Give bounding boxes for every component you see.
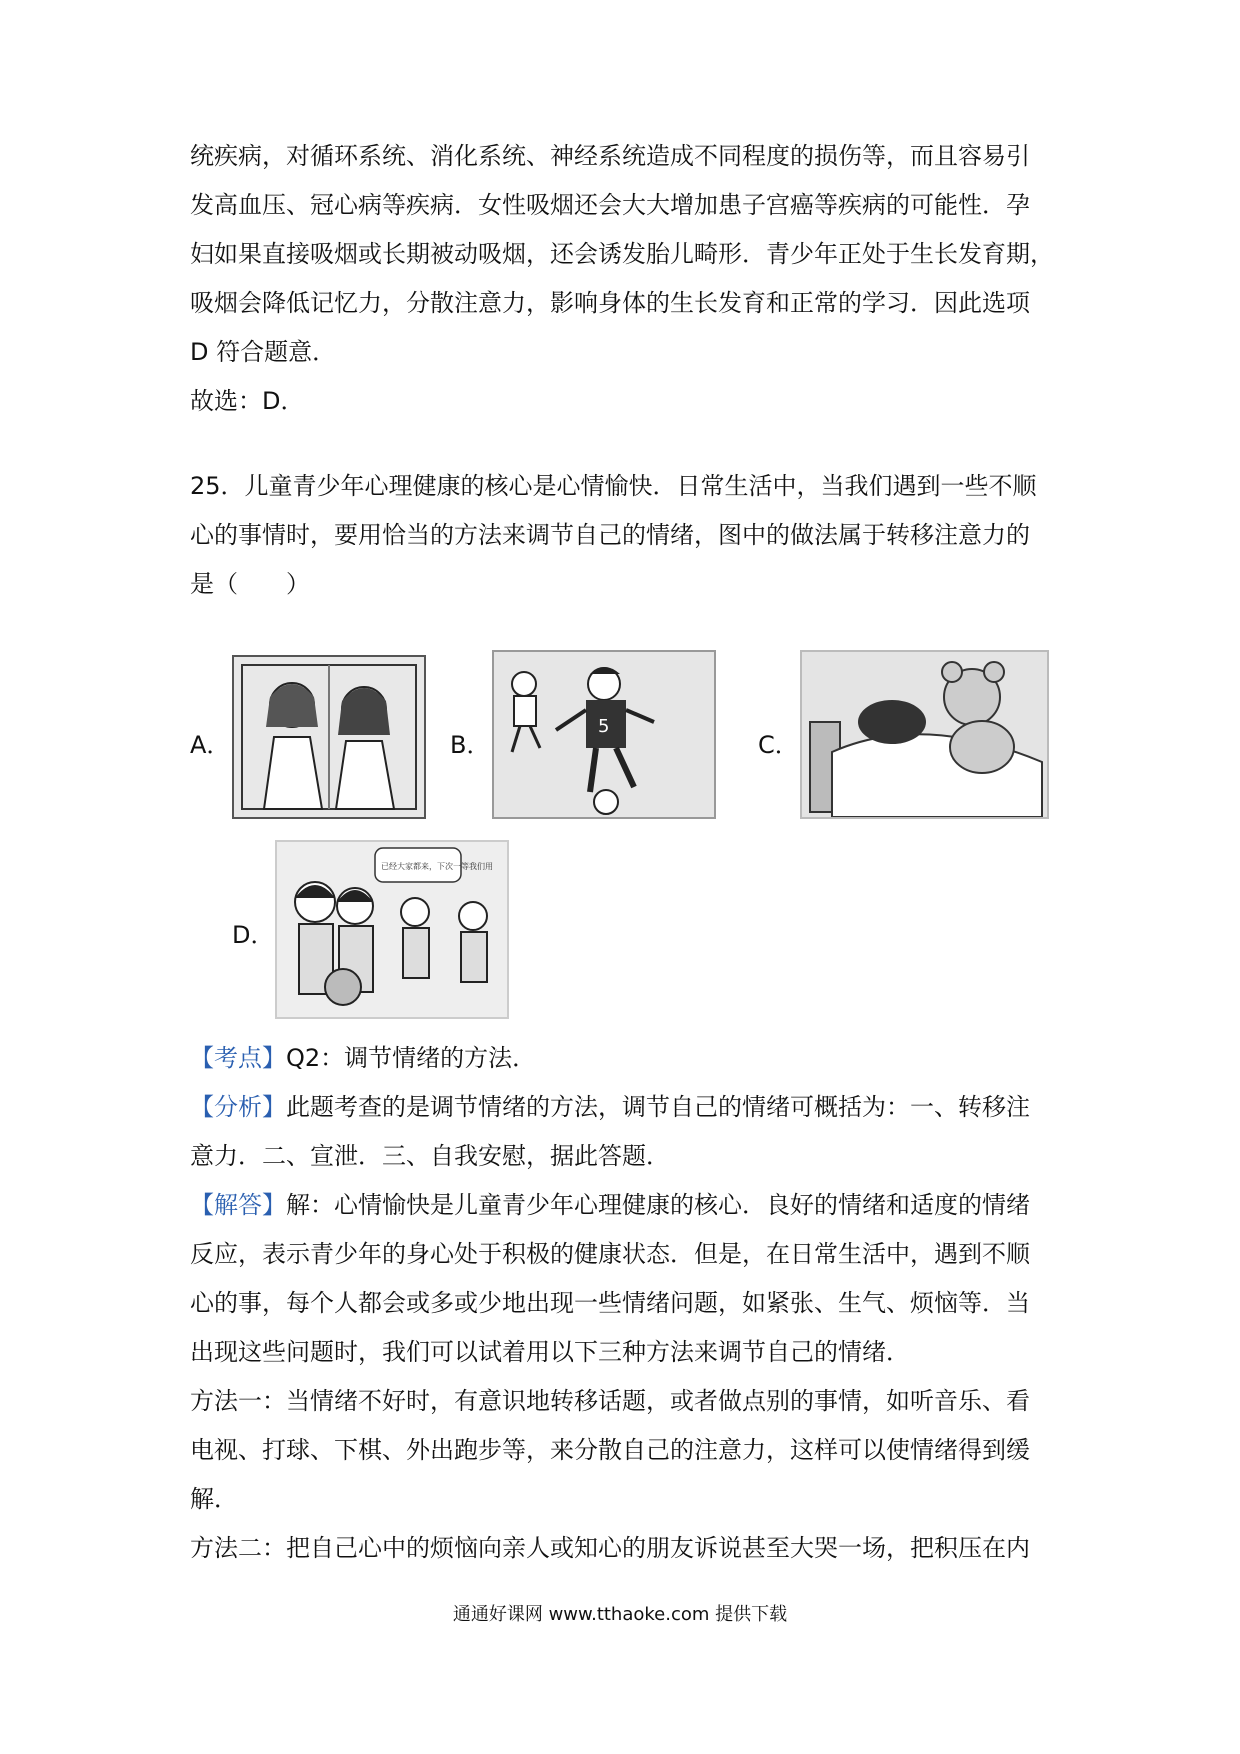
page-footer: 通通好课网 www.tthaoke.com 提供下载 [452, 1604, 788, 1625]
fenxi-line-1 [190, 1083, 1060, 1132]
boys-playing-soccer-icon [494, 652, 714, 817]
option-c-picture [800, 650, 1049, 819]
prev-answer-line-4: 吸烟会降低记忆力，分散注意力，影响身体的生长发育和正常的学习．因此选项 [190, 289, 1030, 317]
two-girls-talking-icon [234, 657, 424, 817]
option-d-label: D． [232, 921, 275, 949]
question-line-2: 心的事情时，要用恰当的方法来调节自己的情绪，图中的做法属于转移注意力的 [190, 521, 1030, 549]
prev-answer-line-3: 妇如果直接吸烟或长期被动吸烟，还会诱发胎儿畸形．青少年正处于生长发育期， [190, 240, 1054, 268]
svg-text:5: 5 [598, 716, 610, 737]
option-c-label: C． [758, 731, 799, 759]
girls-with-basketball-icon [277, 842, 507, 1017]
jieda-line-2: 反应，表示青少年的身心处于积极的健康状态．但是，在日常生活中，遇到不顺 [190, 1240, 1030, 1268]
option-b-picture [492, 650, 716, 819]
jieda-line-6: 电视、打球、下棋、外出跑步等，来分散自己的注意力，这样可以使情绪得到缓 [190, 1436, 1030, 1464]
prev-answer-line-5: D 符合题意． [190, 338, 337, 366]
option-b-label: B． [450, 731, 491, 759]
jieda-text-1: 解：心情愉快是儿童青少年心理健康的核心．良好的情绪和适度的情绪 [286, 1191, 1030, 1219]
fenxi-text-1: 此题考查的是调节情绪的方法，调节自己的情绪可概括为：一、转移注 [286, 1093, 1030, 1121]
kaodian-line [190, 1034, 1060, 1083]
prev-answer-line-2: 发高血压、冠心病等疾病．女性吸烟还会大大增加患子宫癌等疾病的可能性．孕 [190, 191, 1030, 219]
option-a-picture [232, 655, 426, 819]
jieda-line-7: 解． [190, 1485, 238, 1513]
question-line-1: 25．儿童青少年心理健康的核心是心情愉快．日常生活中，当我们遇到一些不顺 [190, 472, 1037, 500]
kaodian-text: Q2：调节情绪的方法． [286, 1044, 537, 1072]
question-line-3: 是（ ） [190, 570, 310, 598]
jieda-line-1 [190, 1181, 1060, 1230]
fenxi-tag: 【分析】 [190, 1093, 286, 1121]
jieda-line-3: 心的事，每个人都会或多或少地出现一些情绪问题，如紧张、生气、烦恼等．当 [190, 1289, 1030, 1317]
speech-bubble-text: 已经大家都来，下次一等我们用 [381, 862, 493, 871]
girl-sleeping-with-teddy-bear-icon [802, 652, 1047, 817]
prev-answer-line-1: 统疾病，对循环系统、消化系统、神经系统造成不同程度的损伤等，而且容易引 [190, 142, 1030, 170]
option-d-picture [275, 840, 509, 1019]
option-a-label: A． [190, 731, 231, 759]
jieda-line-4: 出现这些问题时，我们可以试着用以下三种方法来调节自己的情绪． [190, 1338, 910, 1366]
jieda-line-8: 方法二：把自己心中的烦恼向亲人或知心的朋友诉说甚至大哭一场，把积压在内 [190, 1534, 1030, 1562]
prev-answer-conclusion: 故选：D． [190, 387, 305, 415]
fenxi-line-2: 意力．二、宣泄．三、自我安慰，据此答题． [190, 1142, 670, 1170]
jieda-line-5: 方法一：当情绪不好时，有意识地转移话题，或者做点别的事情，如听音乐、看 [190, 1387, 1030, 1415]
jieda-tag: 【解答】 [190, 1191, 286, 1219]
kaodian-tag: 【考点】 [190, 1044, 286, 1072]
